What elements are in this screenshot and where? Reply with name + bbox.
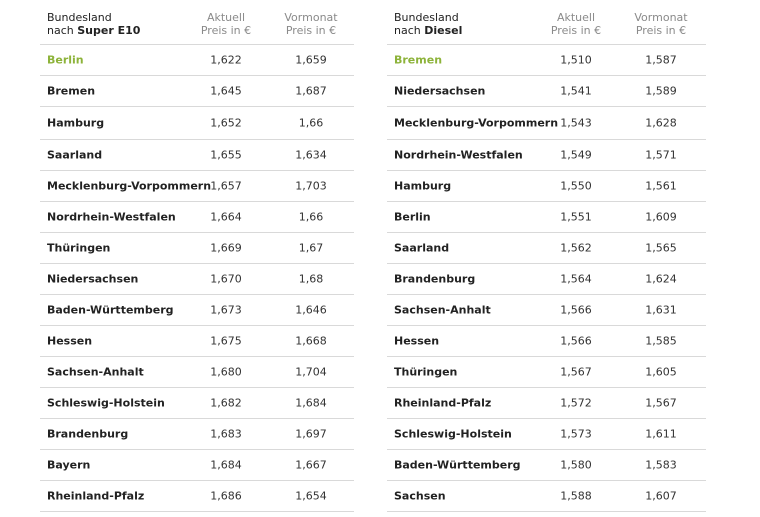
state-name: Niedersachsen	[394, 84, 486, 98]
state-name: Berlin	[394, 210, 431, 224]
header-vormonat	[616, 11, 706, 37]
price-current: 1,684	[210, 458, 242, 472]
state-name: Brandenburg	[394, 272, 476, 286]
price-previous-month: 1,607	[645, 489, 677, 503]
table-row	[40, 107, 354, 140]
price-current: 1,510	[560, 53, 592, 67]
price-previous-month: 1,68	[298, 272, 324, 286]
header-vormonat-label: Vormonat	[634, 11, 688, 24]
table-row	[387, 45, 706, 76]
state-name: Bremen	[394, 53, 443, 67]
table-row	[40, 233, 354, 264]
table-row	[40, 357, 354, 388]
price-current: 1,686	[210, 489, 242, 503]
table-row	[387, 419, 706, 450]
state-name: Sachsen	[394, 489, 446, 503]
state-name: Bayern	[47, 458, 91, 472]
table-row	[40, 264, 354, 295]
state-name: Hessen	[47, 334, 93, 348]
price-current: 1,572	[560, 396, 592, 410]
state-name: Nordrhein-Westfalen	[394, 148, 523, 162]
price-current: 1,543	[560, 116, 592, 130]
state-name: Thüringen	[394, 365, 458, 379]
state-name: Schleswig-Holstein	[394, 427, 512, 441]
price-current: 1,655	[210, 148, 242, 162]
price-previous-month: 1,66	[298, 116, 324, 130]
state-name: Hamburg	[47, 116, 105, 130]
price-current: 1,541	[560, 84, 592, 98]
header-aktuell-unit: Preis in €	[550, 24, 602, 37]
price-previous-month: 1,611	[645, 427, 677, 441]
state-name: Niedersachsen	[47, 272, 139, 286]
table-row	[387, 140, 706, 171]
price-current: 1,549	[560, 148, 592, 162]
state-name: Hamburg	[394, 179, 452, 193]
table-row	[387, 76, 706, 107]
table-row	[387, 107, 706, 140]
header-vormonat-unit: Preis in €	[635, 24, 687, 37]
table-row	[387, 388, 706, 419]
table-row	[387, 357, 706, 388]
price-current: 1,670	[210, 272, 242, 286]
price-current: 1,580	[560, 458, 592, 472]
price-previous-month: 1,697	[295, 427, 327, 441]
price-current: 1,551	[560, 210, 592, 224]
price-current: 1,573	[560, 427, 592, 441]
price-previous-month: 1,704	[295, 365, 327, 379]
table-row	[387, 202, 706, 233]
price-previous-month: 1,585	[645, 334, 677, 348]
table-row	[40, 450, 354, 481]
table-row	[40, 202, 354, 233]
state-name: Brandenburg	[47, 427, 129, 441]
price-previous-month: 1,587	[645, 53, 677, 67]
price-current: 1,588	[560, 489, 592, 503]
header-fuel-type: Super E10	[77, 24, 141, 37]
header-aktuell-label: Aktuell	[206, 11, 246, 24]
price-previous-month: 1,571	[645, 148, 677, 162]
price-current: 1,680	[210, 365, 242, 379]
price-current: 1,652	[210, 116, 242, 130]
price-previous-month: 1,583	[645, 458, 677, 472]
header-aktuell	[181, 11, 271, 37]
price-previous-month: 1,659	[295, 53, 327, 67]
price-current: 1,683	[210, 427, 242, 441]
price-previous-month: 1,668	[295, 334, 327, 348]
price-current: 1,564	[560, 272, 592, 286]
price-previous-month: 1,567	[645, 396, 677, 410]
header-vormonat-unit: Preis in €	[285, 24, 337, 37]
price-previous-month: 1,646	[295, 303, 327, 317]
state-name: Saarland	[394, 241, 450, 255]
price-current: 1,562	[560, 241, 592, 255]
header-bundesland-label: Bundesland	[47, 11, 112, 24]
price-current: 1,645	[210, 84, 242, 98]
table-row	[387, 171, 706, 202]
table-row	[40, 419, 354, 450]
header-prefix: nach	[394, 24, 421, 37]
diesel-table	[387, 10, 706, 512]
table-body	[387, 45, 706, 512]
price-previous-month: 1,67	[298, 241, 324, 255]
header-bundesland-label: Bundesland	[394, 11, 459, 24]
price-previous-month: 1,703	[295, 179, 327, 193]
price-previous-month: 1,634	[295, 148, 327, 162]
state-name: Nordrhein-Westfalen	[47, 210, 176, 224]
price-previous-month: 1,624	[645, 272, 677, 286]
price-current: 1,682	[210, 396, 242, 410]
price-previous-month: 1,589	[645, 84, 677, 98]
price-previous-month: 1,66	[298, 210, 324, 224]
price-previous-month: 1,687	[295, 84, 327, 98]
table-row	[40, 171, 354, 202]
price-current: 1,566	[560, 303, 592, 317]
price-current: 1,566	[560, 334, 592, 348]
state-name: Schleswig-Holstein	[47, 396, 165, 410]
table-header	[40, 10, 354, 45]
table-row	[387, 233, 706, 264]
table-row	[40, 481, 354, 512]
price-previous-month: 1,565	[645, 241, 677, 255]
state-name: Baden-Württemberg	[394, 458, 521, 472]
table-row	[40, 326, 354, 357]
table-row	[40, 295, 354, 326]
price-current: 1,622	[210, 53, 242, 67]
price-previous-month: 1,628	[645, 116, 677, 130]
table-row	[387, 264, 706, 295]
price-previous-month: 1,684	[295, 396, 327, 410]
header-bundesland	[47, 11, 140, 37]
table-row	[40, 140, 354, 171]
price-previous-month: 1,667	[295, 458, 327, 472]
table-row	[40, 388, 354, 419]
table-row	[387, 326, 706, 357]
header-fuel-type: Diesel	[424, 24, 463, 37]
price-previous-month: 1,631	[645, 303, 677, 317]
price-current: 1,664	[210, 210, 242, 224]
table-body	[40, 45, 354, 512]
price-previous-month: 1,561	[645, 179, 677, 193]
state-name: Sachsen-Anhalt	[394, 303, 491, 317]
state-name: Saarland	[47, 148, 103, 162]
price-previous-month: 1,605	[645, 365, 677, 379]
state-name: Baden-Württemberg	[47, 303, 174, 317]
table-row	[40, 76, 354, 107]
price-current: 1,675	[210, 334, 242, 348]
price-current: 1,567	[560, 365, 592, 379]
header-aktuell-label: Aktuell	[556, 11, 596, 24]
price-current: 1,669	[210, 241, 242, 255]
table-header	[387, 10, 706, 45]
super-e10-table	[40, 10, 354, 512]
header-prefix: nach	[47, 24, 74, 37]
state-name: Sachsen-Anhalt	[47, 365, 144, 379]
header-vormonat	[266, 11, 356, 37]
table-row	[40, 45, 354, 76]
state-name: Mecklenburg-Vorpommern	[47, 179, 212, 193]
header-vormonat-label: Vormonat	[284, 11, 338, 24]
table-row	[387, 450, 706, 481]
state-name: Bremen	[47, 84, 96, 98]
state-name: Thüringen	[47, 241, 111, 255]
price-previous-month: 1,609	[645, 210, 677, 224]
price-current: 1,657	[210, 179, 242, 193]
header-bundesland	[394, 11, 462, 37]
state-name: Rheinland-Pfalz	[47, 489, 145, 503]
state-name: Mecklenburg-Vorpommern	[394, 116, 559, 130]
price-current: 1,673	[210, 303, 242, 317]
table-row	[387, 295, 706, 326]
header-aktuell	[531, 11, 621, 37]
state-name: Rheinland-Pfalz	[394, 396, 492, 410]
price-previous-month: 1,654	[295, 489, 327, 503]
state-name: Berlin	[47, 53, 84, 67]
state-name: Hessen	[394, 334, 440, 348]
table-row	[387, 481, 706, 512]
price-current: 1,550	[560, 179, 592, 193]
header-aktuell-unit: Preis in €	[200, 24, 252, 37]
